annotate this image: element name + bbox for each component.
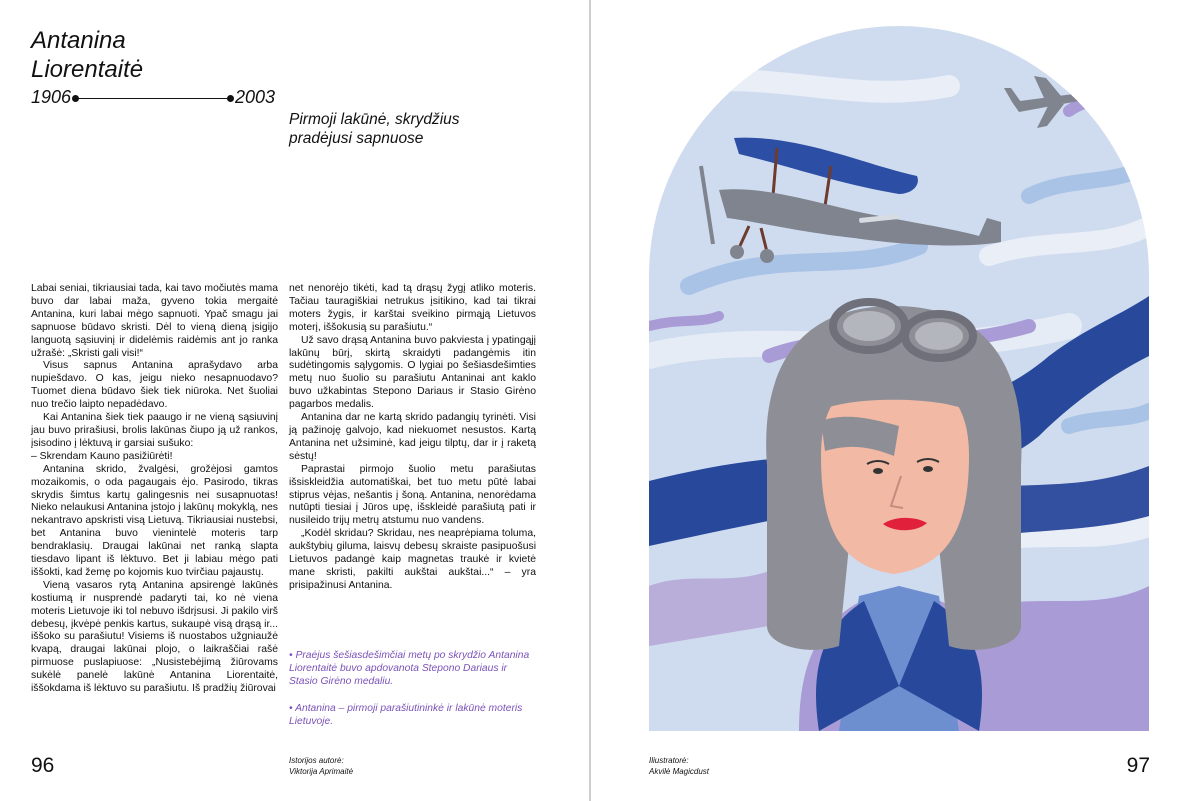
right-page bbox=[591, 0, 1180, 801]
subtitle-line-2: pradėjusi sapnuose bbox=[289, 130, 424, 147]
credit-label: Istorijos autorė: bbox=[289, 756, 344, 765]
page-title bbox=[31, 26, 143, 84]
paragraph: Labai seniai, tikriausiai tada, kai tavo močiutės mama buvo dar labai maža, gyveno tokia mergaitė Antanina, kuri labai mėgo sapnuoti. Ypač smagu jai sapnuose būdavo skristi. Dėl to vieną dieną įsigijo languotą sąsiuvinį ir didelėmis raidėmis ant jo ranka užrašė: „Skristi gali visi!“ bbox=[31, 283, 278, 359]
paragraph: Už savo drąsą Antanina buvo pakviesta į ypatingąjį lakūnų būrį, skirtą skraidyti padangėmis itin sudėtingomis sąlygomis. O lygiai po šešiasdešimties metų nuo šuolio su parašiutu Antaninai ant kaklo buvo užkabintas Stepono Dariaus ir Stasio Girėno pagarbos medalis. bbox=[289, 334, 536, 411]
death-year: 2003 bbox=[234, 87, 275, 107]
story-column-left bbox=[31, 283, 278, 696]
story-author-credit bbox=[289, 755, 353, 777]
fact-note: • Praėjus šešiasdešimčiai metų po skrydžio Antanina Liorentaitė buvo apdovanota Stepono Dariaus ir Stasio Girėno medaliu. bbox=[289, 650, 530, 687]
birth-year: 1906 bbox=[31, 87, 72, 107]
illustrator-credit bbox=[649, 755, 709, 777]
paragraph: Antanina skrido, žvalgėsi, grožėjosi gamtos mozaikomis, o oda pagaugais ėjo. Pasirodo, tikras skrydis šimtus kartų galingesnis nei susapnuotas! Nieko nelaukusi Antanina įstojo į lakūnų mokyklą, nes nekantravo apskristi visą Lietuvą. Tikriausiai nustebsi, bet Antanina buvo vienintelė moteris tarp bendraklasių. Draugai lakūnai net ranką slapta tiesdavo lipant iš lėktuvo. Bet ji labiau mėgo pati iššokti, kad žemę po kojomis kuo tvirčiau pajaustų. bbox=[31, 463, 278, 578]
story-column-right bbox=[289, 283, 536, 593]
credit-label: Iliustratorė: bbox=[649, 756, 689, 765]
paragraph: Paprastai pirmojo šuolio metu parašiutas išsiskleidžia automatiškai, bet tuo metu pūtė labai stiprus vėjas, nešantis į šoną. Antanina, nenorėdama nutūpti tiesiai į Jūros upę, išskleidė parašiutą pati ir nusileido trijų metrų atstumu nuo vandens. bbox=[289, 463, 536, 527]
life-years bbox=[31, 87, 275, 109]
fact-note: • Antanina – pirmoji parašiutininkė ir lakūnė moteris Lietuvoje. bbox=[289, 702, 523, 727]
paragraph: Visus sapnus Antanina aprašydavo arba nupiešdavo. O kas, jeigu nieko nesapnuodavo? Tuomet diena būdavo šiek tiek niūroka. Net šuoliai nuo trečio laipto nepadėdavo. bbox=[31, 360, 278, 411]
paragraph: Kai Antanina šiek tiek paaugo ir ne vieną sąsiuvinį jau buvo prirašiusi, brolis lakūnas čiupo ją už rankos, įsisodino į lėktuvą ir garsiai sušuko: bbox=[31, 412, 278, 449]
timeline-line bbox=[75, 98, 231, 99]
credit-name: Akvilė Magicdust bbox=[649, 767, 710, 776]
page-number-left: 96 bbox=[31, 754, 55, 777]
paragraph: „Kodėl skridau? Skridau, nes neaprėpiama toluma, aukštybių giluma, laisvų debesų skraiste pasipuošusi Lietuvos padangė kaip magnetas traukė ir kvietė mane skristi, pakilti aukštai aukštai...“ – yra prisipažinusi Antanina. bbox=[289, 528, 536, 591]
fact-notes bbox=[289, 650, 534, 743]
paragraph: Vieną vasaros rytą Antanina apsirengė lakūnės kostiumą ir nusprendė padaryti tai, ko nė viena moteris Lietuvoje iki tol nebuvo išdrįsusi. Ji pakilo virš debesų, įkvėpė penkis kartus, sukaupė visą drąsą ir... iššoko su parašiutu! Visiems iš nuostabos užgniaužė kvapą, draugai lakūnai plojo, o laikraščiai rašė pirmuose puslapiuose: „Nusistebėjimą žiūrovams sukėlė panelė lakūnė Antanina Liorentaitė, iššokdama iš lėktuvo su parašiutu. Iš pradžių žiūrovai bbox=[31, 579, 278, 695]
paragraph: Antanina dar ne kartą skrido padangių tyrinėti. Visi ją pažinoję galvojo, kad niekuomet nesustos. Kartą Antanina net užsiminė, kad jeigu tilptų, dar ir į raketą sėstų! bbox=[289, 412, 536, 462]
paragraph: net nenorėjo tikėti, kad tą drąsų žygį atliko moteris. Tačiau tauragiškiai netrukus įsitikino, kad tai tikrai moters žygis, ir karštai sveikino pirmąją Lietuvos moterį, iššokusią su parašiutu.“ bbox=[289, 283, 536, 333]
dialogue-line: – Skrendam Kauno pasižiūrėti! bbox=[31, 450, 173, 462]
subtitle-line-1: Pirmoji lakūnė, skrydžius bbox=[289, 111, 460, 128]
title-line-2: Liorentaitė bbox=[31, 56, 144, 83]
title-line-1: Antanina bbox=[31, 27, 126, 54]
cloud-streak bbox=[669, 80, 949, 92]
page-subtitle bbox=[289, 110, 509, 148]
aviator-illustration bbox=[649, 26, 1149, 731]
credit-name: Viktorija Aprimaitė bbox=[289, 767, 354, 776]
timeline-dot-end bbox=[227, 95, 234, 102]
page-number-right: 97 bbox=[1126, 754, 1150, 777]
